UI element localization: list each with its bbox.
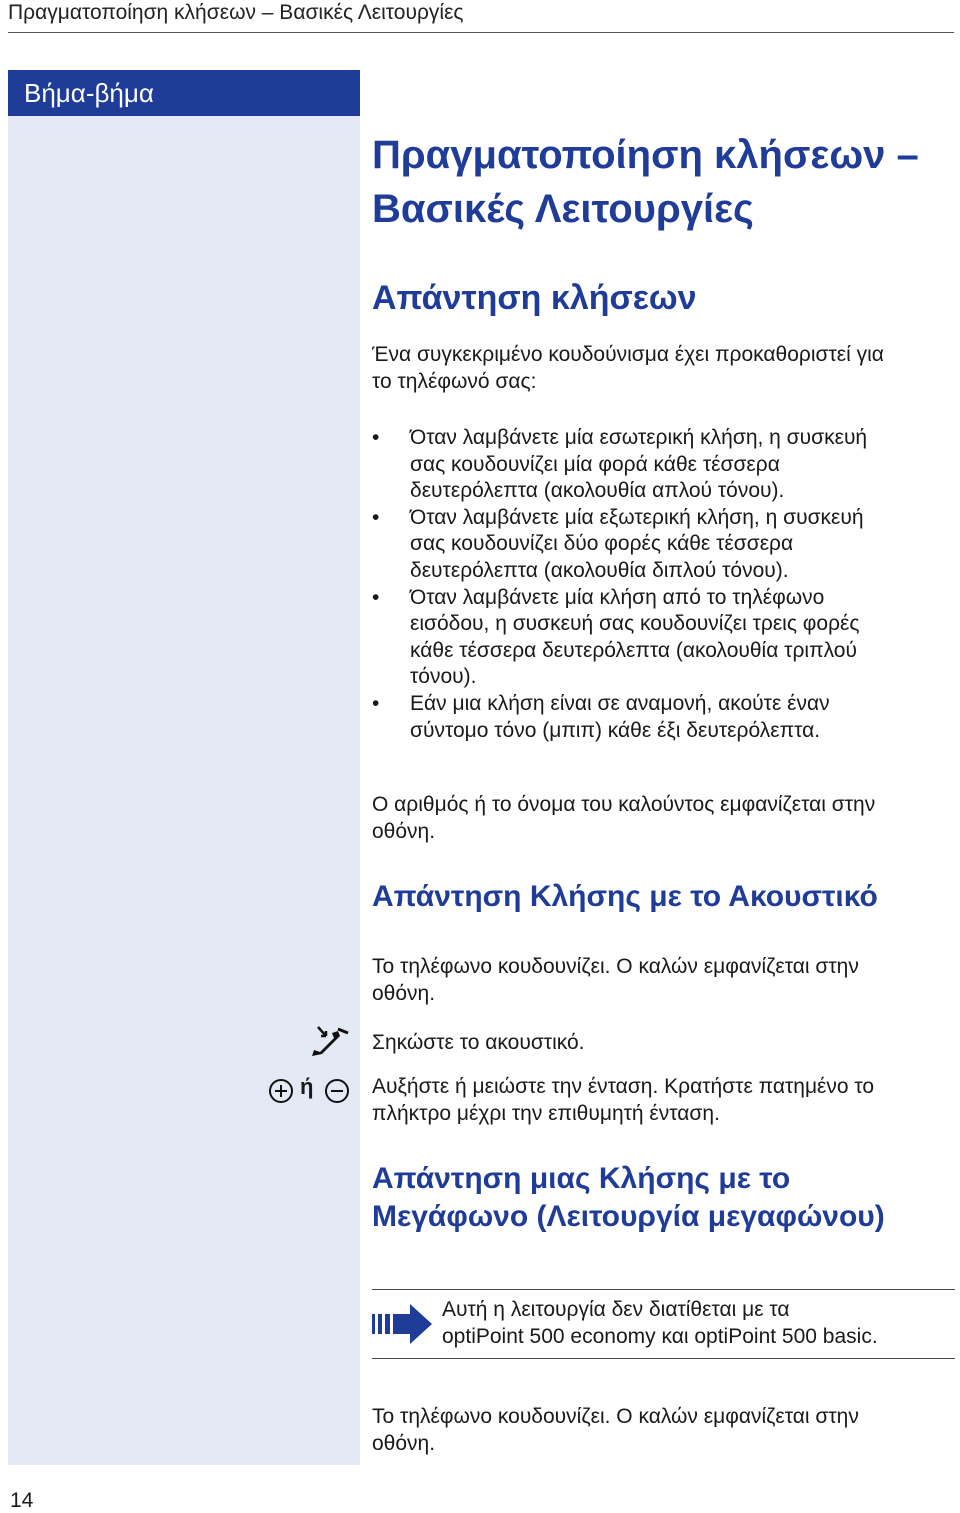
bullet: • — [372, 585, 380, 609]
list-item — [372, 505, 952, 585]
page-title-line1: Πραγματοποίηση κλήσεων – — [372, 133, 919, 177]
paragraph-line: οθόνη. — [372, 982, 436, 1005]
ring-paragraph — [372, 953, 957, 1007]
section-heading-speaker — [372, 1160, 952, 1236]
heading-line: Απάντηση μιας Κλήσης με το — [372, 1162, 791, 1195]
step-volume — [372, 1073, 957, 1127]
list-item-line: Όταν λαμβάνετε μία εξωτερική κλήση, η συσκευή — [410, 505, 864, 529]
list-item-line: σας κουδουνίζει μία φορά κάθε τέσσερα — [410, 452, 780, 476]
list-item-line: Όταν λαμβάνετε μία κλήση από το τηλέφωνο — [410, 585, 825, 609]
list-item — [372, 585, 952, 691]
paragraph-line: πλήκτρο μέχρι την επιθυμητή ένταση. — [372, 1102, 720, 1125]
page-title-line2: Βασικές Λειτουργίες — [372, 187, 754, 231]
list-item-line: κάθε τέσσερα δευτερόλεπτα (ακολουθία τριπλού — [410, 638, 857, 662]
note-arrow-icon — [372, 1302, 434, 1346]
list-item-line: εισόδου, η συσκευή σας κουδουνίζει τρεις φορές — [410, 612, 860, 636]
bullet: • — [372, 505, 380, 529]
handset-lift-icon — [308, 1024, 352, 1058]
bullet: • — [372, 426, 380, 449]
step-sidebar — [8, 70, 360, 1465]
or-label: ή — [300, 1074, 314, 1099]
list-item — [372, 691, 952, 744]
intro-paragraph — [372, 341, 957, 395]
paragraph-line: Ο αριθμός ή το όνομα του καλούντος εμφανίζεται στην — [372, 793, 876, 816]
list-item-line: δευτερόλεπτα (ακολουθία διπλού τόνου). — [410, 558, 789, 582]
paragraph-line: Το τηλέφωνο κουδουνίζει. Ο καλών εμφανίζεται στην — [372, 1405, 859, 1428]
caller-display-paragraph — [372, 791, 957, 845]
minus-key-icon — [324, 1078, 350, 1104]
paragraph-line: Αυξήστε ή μειώστε την ένταση. Κρατήστε πατημένο το — [372, 1075, 875, 1098]
section-heading-answer-calls: Απάντηση κλήσεων — [372, 279, 697, 317]
note-text — [442, 1296, 952, 1350]
note-line: optiPoint 500 economy και optiPoint 500 basic. — [442, 1325, 878, 1348]
list-item-line: σας κουδουνίζει δύο φορές κάθε τέσσερα — [410, 532, 794, 556]
list-item-line: Όταν λαμβάνετε μία εσωτερική κλήση, η συσκευή — [410, 426, 868, 449]
header-divider — [8, 32, 954, 33]
list-item-line: δευτερόλεπτα (ακολουθία απλού τόνου). — [410, 479, 785, 503]
paragraph-line: οθόνη. — [372, 1432, 436, 1455]
heading-line: Μεγάφωνο (Λειτουργία μεγαφώνου) — [372, 1200, 885, 1233]
paragraph-line: Το τηλέφωνο κουδουνίζει. Ο καλών εμφανίζεται στην — [372, 955, 859, 978]
intro-line: το τηλέφωνό σας: — [372, 370, 537, 393]
list-item-line: Εάν μια κλήση είναι σε αναμονή, ακούτε έναν — [410, 691, 830, 715]
note-line: Αυτή η λειτουργία δεν διατίθεται με τα — [442, 1298, 790, 1321]
note-box — [372, 1289, 955, 1359]
speaker-ring-paragraph — [372, 1403, 957, 1457]
page-number: 14 — [10, 1489, 34, 1512]
list-item-line: σύντομο τόνο (μπιπ) κάθε έξι δευτερόλεπτα. — [410, 718, 821, 742]
plus-key-icon — [268, 1078, 294, 1104]
intro-line: Ένα συγκεκριμένο κουδούνισμα έχει προκαθοριστεί για — [372, 343, 884, 366]
bullet: • — [372, 691, 380, 715]
ring-type-list — [372, 425, 952, 744]
section-heading-handset: Απάντηση Κλήσης με το Ακουστικό — [372, 880, 878, 913]
sidebar-tab: Βήμα-βήμα — [8, 70, 360, 116]
running-header: Πραγματοποίηση κλήσεων – Βασικές Λειτουργίες — [8, 1, 464, 24]
paragraph-line: οθόνη. — [372, 820, 436, 843]
page-title — [372, 128, 952, 236]
list-item-line: τόνου). — [410, 665, 477, 689]
list-item — [372, 425, 952, 505]
step-lift-handset: Σηκώστε το ακουστικό. — [372, 1031, 585, 1054]
